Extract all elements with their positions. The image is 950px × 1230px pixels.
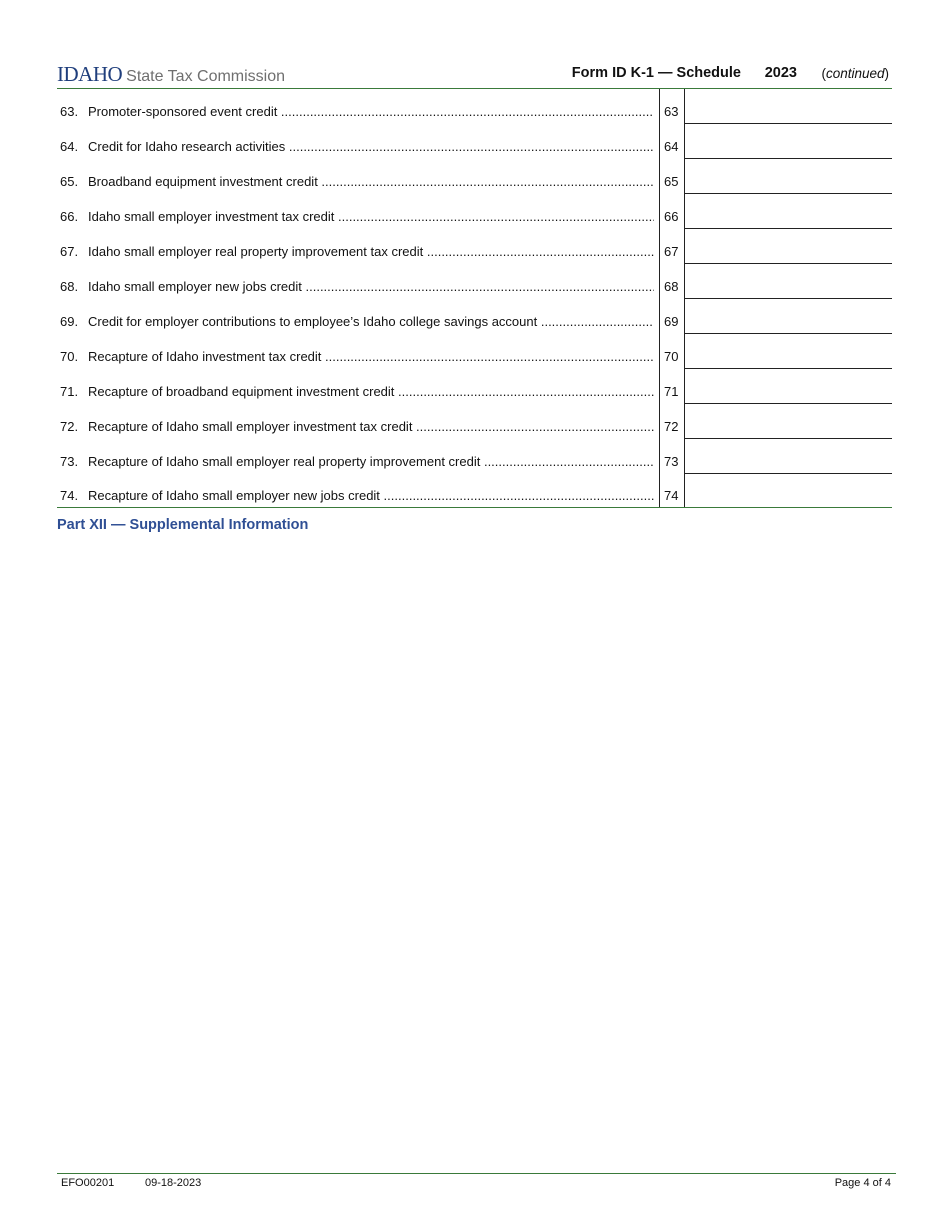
- line-number: 69.: [60, 314, 79, 329]
- line-number: 73.: [60, 454, 79, 469]
- line-row-73: [57, 439, 892, 474]
- line-row-72: [57, 404, 892, 439]
- line-label: Broadband equipment investment credit .....: [88, 174, 654, 189]
- amount-field-72[interactable]: [684, 404, 892, 439]
- line-label: Credit for Idaho research activities .....: [88, 139, 654, 154]
- line-label: Recapture of Idaho investment tax credit .....: [88, 349, 654, 364]
- idaho-logo: [57, 62, 285, 87]
- form-year: 2023: [764, 65, 797, 81]
- page-footer: [57, 1173, 896, 1189]
- line-number: 71.: [60, 384, 79, 399]
- line-label: Recapture of Idaho small employer investment tax credit .....: [88, 419, 654, 434]
- page-number: Page 4 of 4: [834, 1177, 891, 1189]
- line-number: 63.: [60, 104, 79, 119]
- amount-field-63[interactable]: [684, 89, 892, 124]
- line-box: 73: [659, 439, 685, 474]
- continued-note: (continued): [821, 66, 889, 81]
- line-label: Recapture of broadband equipment investment credit .....: [88, 384, 654, 399]
- logo-wordmark: IDAHO: [57, 62, 123, 86]
- line-label: Recapture of Idaho small employer real property improvement credit .....: [88, 454, 654, 469]
- amount-field-71[interactable]: [684, 369, 892, 404]
- line-row-69: [57, 299, 892, 334]
- line-box: 67: [659, 229, 685, 264]
- line-number: 65.: [60, 174, 79, 189]
- line-box: 65: [659, 159, 685, 194]
- line-box: 69: [659, 299, 685, 334]
- line-number: 72.: [60, 419, 79, 434]
- line-label: Idaho small employer new jobs credit .....: [88, 279, 654, 294]
- line-row-74: [57, 474, 892, 508]
- line-box: 63: [659, 89, 685, 124]
- line-label: Credit for employer contributions to employee’s Idaho college savings account .....: [88, 314, 654, 329]
- line-row-65: [57, 159, 892, 194]
- line-row-71: [57, 369, 892, 404]
- line-number: 64.: [60, 139, 79, 154]
- line-box: 71: [659, 369, 685, 404]
- line-box: 66: [659, 194, 685, 229]
- amount-field-73[interactable]: [684, 439, 892, 474]
- line-row-64: [57, 124, 892, 159]
- line-label: Recapture of Idaho small employer new jobs credit .....: [88, 488, 654, 503]
- line-box: 70: [659, 334, 685, 369]
- page-header: [57, 62, 892, 89]
- line-row-70: [57, 334, 892, 369]
- line-box: 72: [659, 404, 685, 439]
- line-row-66: [57, 194, 892, 229]
- amount-field-74[interactable]: [684, 474, 892, 508]
- line-number: 67.: [60, 244, 79, 259]
- amount-field-69[interactable]: [684, 299, 892, 334]
- part-xii-heading: Part XII — Supplemental Information: [57, 517, 309, 533]
- form-code: EFO00201: [61, 1177, 115, 1189]
- revision-date: 09-18-2023: [145, 1177, 202, 1189]
- amount-field-70[interactable]: [684, 334, 892, 369]
- amount-field-67[interactable]: [684, 229, 892, 264]
- line-number: 70.: [60, 349, 79, 364]
- line-row-68: [57, 264, 892, 299]
- line-label: Idaho small employer real property improvement tax credit .....: [88, 244, 654, 259]
- line-box: 74: [659, 474, 685, 508]
- line-row-63: [57, 89, 892, 124]
- line-label: Idaho small employer investment tax credit .....: [88, 209, 654, 224]
- line-box: 64: [659, 124, 685, 159]
- agency-name: State Tax Commission: [126, 68, 286, 85]
- line-number: 74.: [60, 488, 79, 503]
- amount-field-68[interactable]: [684, 264, 892, 299]
- line-number: 66.: [60, 209, 79, 224]
- line-number: 68.: [60, 279, 79, 294]
- credit-lines-table: [57, 89, 892, 508]
- form-title: Form ID K-1 — Schedule: [571, 65, 741, 81]
- amount-field-66[interactable]: [684, 194, 892, 229]
- line-row-67: [57, 229, 892, 264]
- line-box: 68: [659, 264, 685, 299]
- continued-label: continued: [825, 66, 885, 81]
- amount-field-64[interactable]: [684, 124, 892, 159]
- section-divider: [57, 507, 892, 508]
- amount-field-65[interactable]: [684, 159, 892, 194]
- line-label: Promoter-sponsored event credit .....: [88, 104, 654, 119]
